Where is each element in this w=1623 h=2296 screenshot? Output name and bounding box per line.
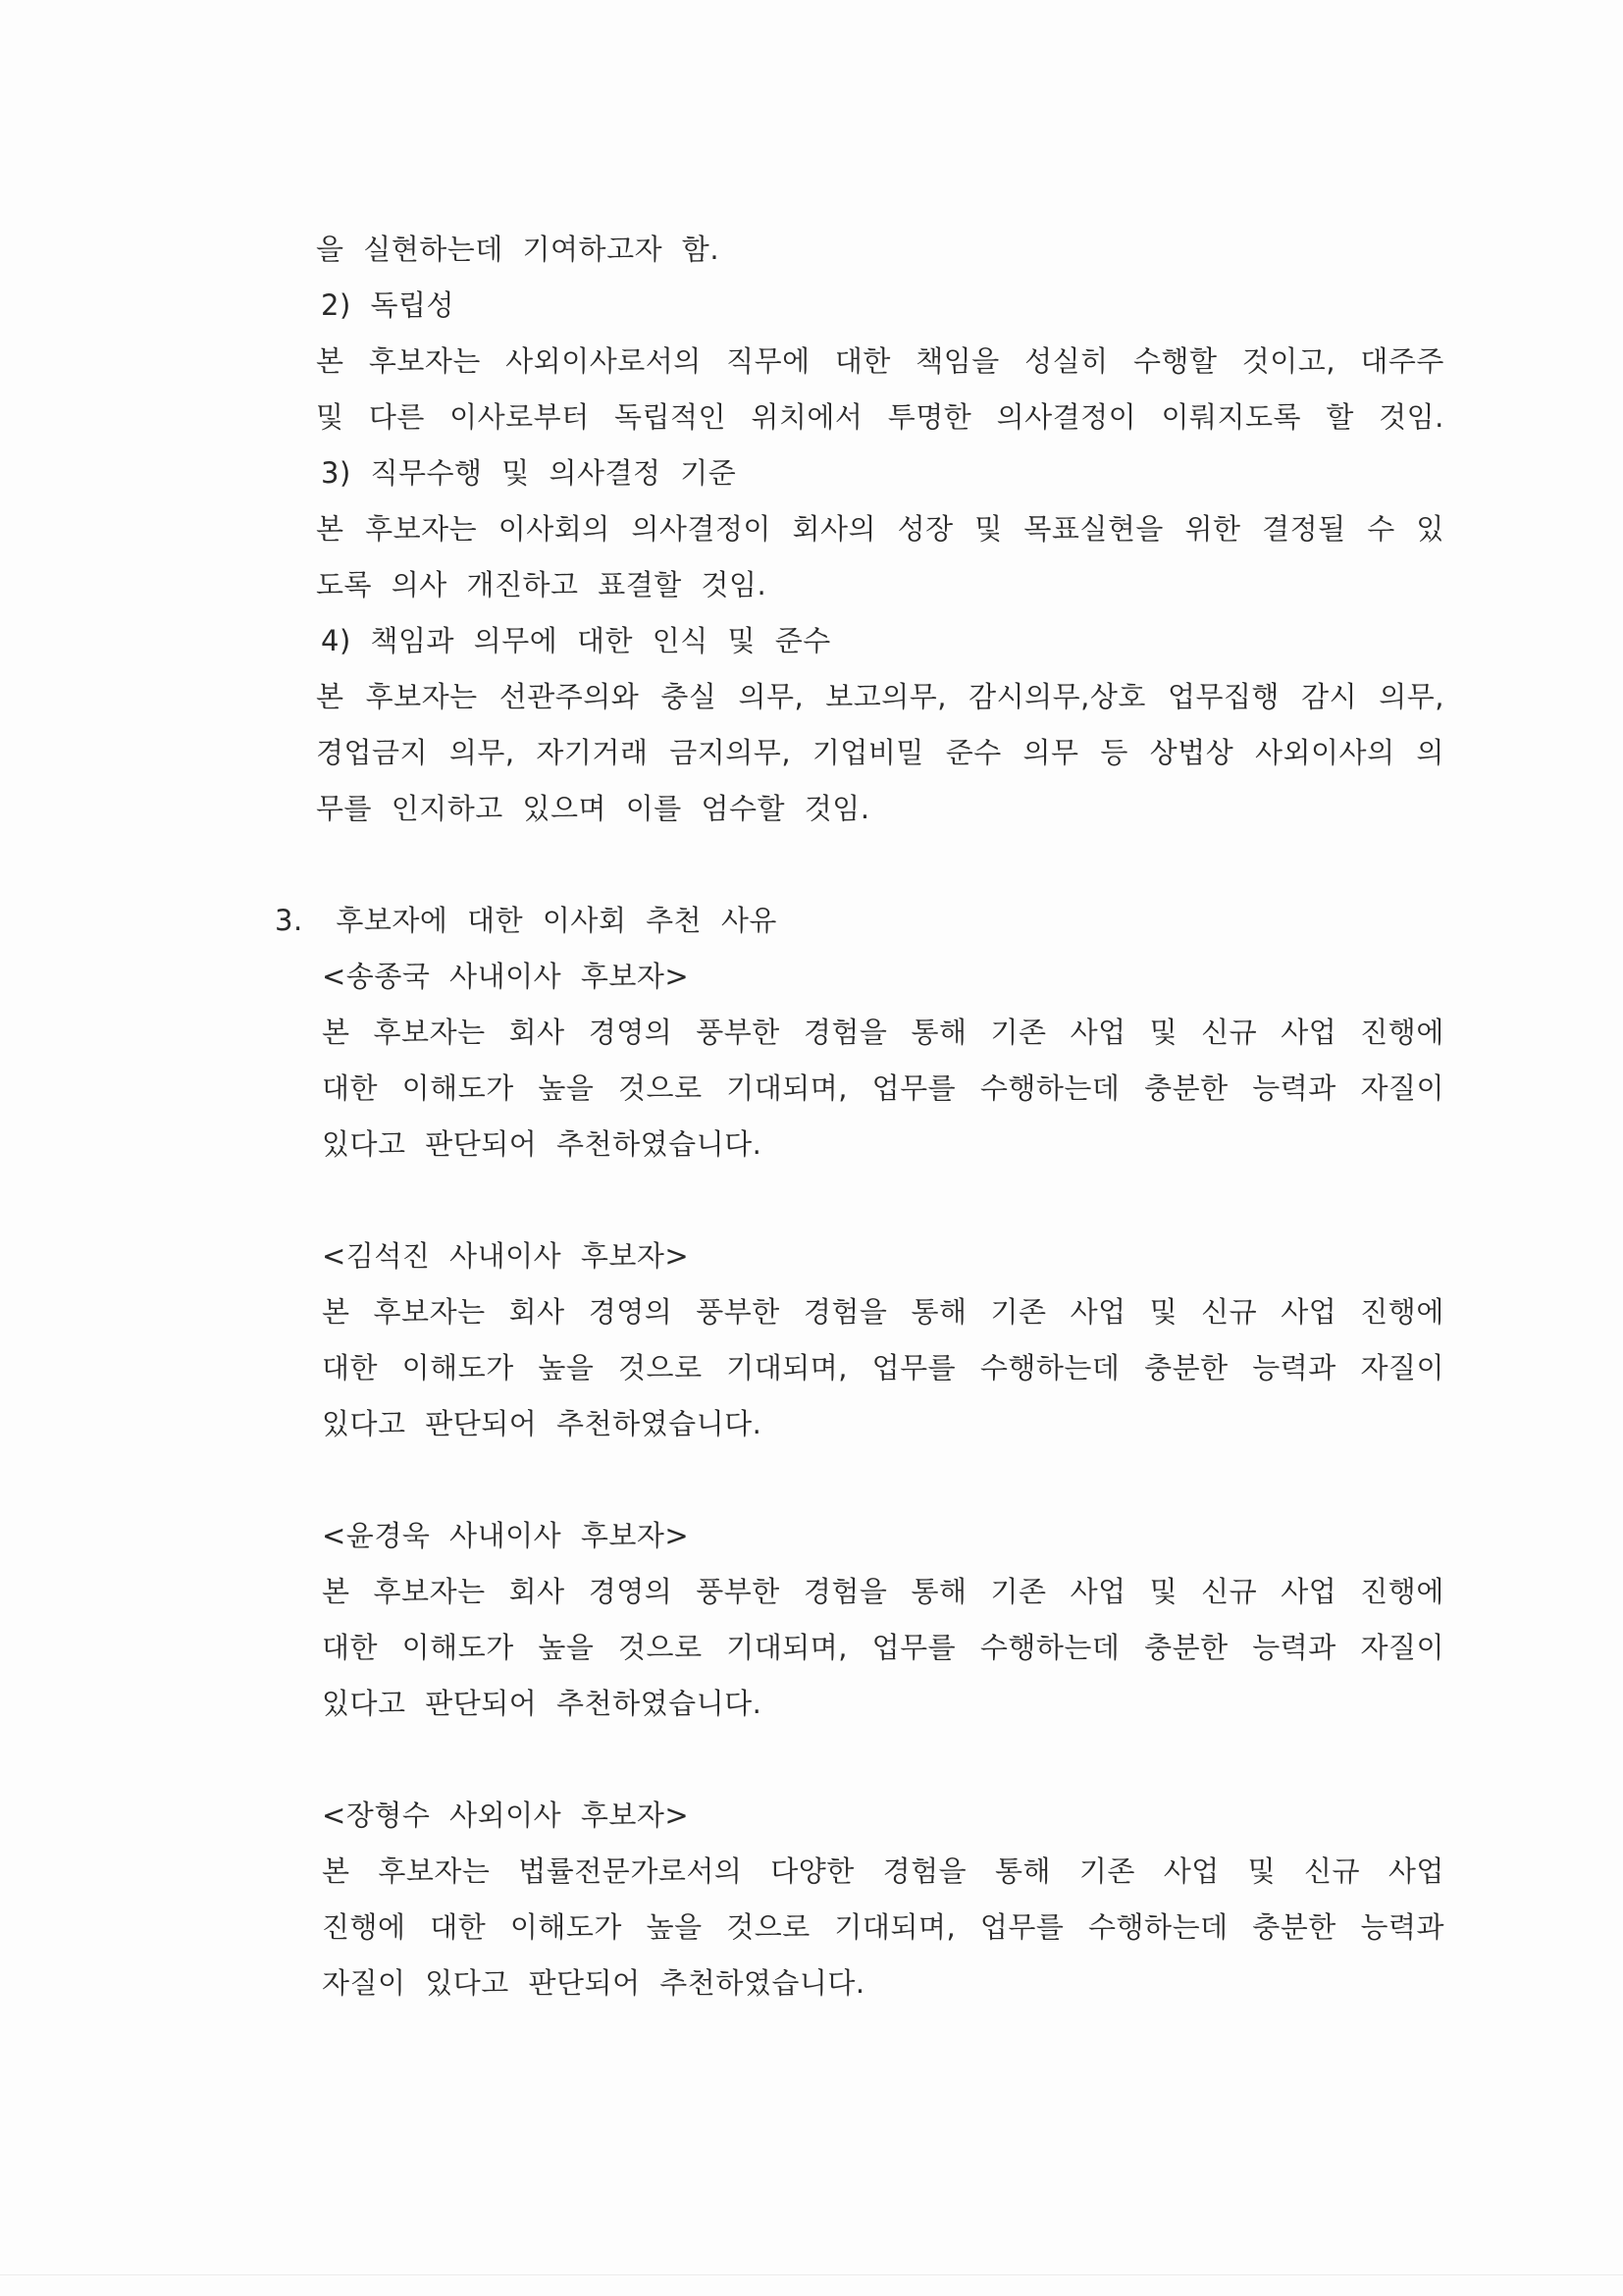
- word: 본: [322, 1016, 350, 1049]
- word: 풍부한: [696, 1295, 780, 1329]
- document-body: [275, 222, 1444, 2011]
- word: 본: [322, 1295, 350, 1329]
- word: 및: [1247, 1854, 1277, 1888]
- word: 사업: [1281, 1016, 1337, 1049]
- word: 의사결정이: [996, 400, 1137, 434]
- candidate-block-2: [316, 1228, 1444, 1452]
- word: 및: [1149, 1295, 1178, 1329]
- word: 신규: [1201, 1016, 1258, 1049]
- independence-line-2: [316, 390, 1444, 445]
- word: 업무집행: [1167, 680, 1281, 713]
- word: 성장: [897, 512, 954, 546]
- word: 성실히: [1024, 344, 1109, 378]
- word: 대한: [322, 1071, 379, 1105]
- word: 경험을: [803, 1575, 888, 1608]
- word: 높을: [646, 1910, 703, 1944]
- word: 충분한: [1144, 1071, 1229, 1105]
- word: 진행에: [1360, 1016, 1444, 1049]
- word: 것으로: [618, 1071, 703, 1105]
- responsibility-line-2: [316, 725, 1444, 781]
- word: 기존: [990, 1575, 1047, 1608]
- word: 진행에: [1360, 1575, 1444, 1608]
- word: 다른: [368, 400, 425, 434]
- word: 의: [1416, 736, 1444, 769]
- word: 것으로: [618, 1631, 703, 1664]
- independence-line-1: [316, 334, 1444, 390]
- word: 투명한: [887, 400, 972, 434]
- word: 의무,: [738, 680, 805, 713]
- word: 통해: [911, 1295, 968, 1329]
- word: 충분한: [1144, 1631, 1229, 1664]
- candidate-reason-line: [316, 1340, 1444, 1396]
- word: 통해: [911, 1575, 968, 1608]
- word: 위치에서: [751, 400, 864, 434]
- duty-standard-line-2: 도록 의사 개진하고 표결할 것임.: [316, 568, 767, 601]
- word: 높을: [538, 1631, 595, 1664]
- word: 이사로부터: [449, 400, 590, 434]
- word: 경험을: [803, 1016, 888, 1049]
- word: 자질이: [1360, 1631, 1444, 1664]
- word: 업무를: [871, 1071, 957, 1105]
- word: 자질이: [1360, 1351, 1444, 1384]
- word: 대한: [834, 344, 891, 378]
- word: 신규: [1304, 1854, 1361, 1888]
- word: 후보자는: [378, 1854, 491, 1888]
- candidate-reason-line: [316, 1284, 1444, 1340]
- word: 수행할: [1132, 344, 1218, 378]
- word: 이해도가: [401, 1071, 514, 1105]
- word: 것으로: [726, 1910, 811, 1944]
- word: 이사회의: [497, 512, 610, 546]
- candidate-reason-line: [316, 1005, 1444, 1061]
- word: 회사: [508, 1295, 565, 1329]
- word: 이해도가: [509, 1910, 622, 1944]
- word: 사업: [1281, 1295, 1337, 1329]
- word: 기업비밀: [812, 736, 924, 769]
- word: 금지의무,: [669, 736, 792, 769]
- word: 본: [322, 1854, 350, 1888]
- word: 기대되며,: [726, 1631, 849, 1664]
- word: 대한: [322, 1351, 379, 1384]
- word: 사업: [1070, 1575, 1126, 1608]
- word: 수행하는데: [979, 1631, 1121, 1664]
- word: 선관주의와: [498, 680, 640, 713]
- word: 능력과: [1252, 1071, 1336, 1105]
- intro-line: 을 실현하는데 기여하고자 함.: [316, 233, 720, 266]
- word: 업무를: [871, 1351, 957, 1384]
- word: 및: [974, 512, 1003, 546]
- section3-title: 후보자에 대한 이사회 추천 사유: [336, 904, 777, 937]
- word: 대주주: [1360, 344, 1444, 378]
- responsibility-line-1: [316, 669, 1444, 725]
- word: 회사의: [792, 512, 877, 546]
- word: 의무,: [1379, 680, 1444, 713]
- word: 이해도가: [401, 1631, 514, 1664]
- word: 기존: [990, 1295, 1047, 1329]
- candidate-reason-line: [316, 1900, 1444, 1956]
- candidate-reason-line: [316, 1564, 1444, 1620]
- candidate-reason-line: 있다고 판단되어 추천하였습니다.: [322, 1407, 762, 1440]
- word: 다양한: [770, 1854, 855, 1888]
- candidate-block-3: [316, 1508, 1444, 1732]
- word: 기대되며,: [726, 1351, 849, 1384]
- candidate-reason-line: [316, 1620, 1444, 1676]
- word: 법률전문가로서의: [518, 1854, 743, 1888]
- word: 및: [316, 400, 344, 434]
- word: 경영의: [588, 1016, 673, 1049]
- word: 할: [1326, 400, 1354, 434]
- word: 대한: [430, 1910, 487, 1944]
- word: 경업금지: [316, 736, 429, 769]
- word: 상법상: [1149, 736, 1234, 769]
- word: 경험을: [803, 1295, 888, 1329]
- word: 신규: [1201, 1575, 1258, 1608]
- word: 사외이사로서의: [505, 344, 702, 378]
- word: 진행에: [322, 1910, 406, 1944]
- section3-heading: [275, 893, 1444, 949]
- word: 후보자는: [373, 1575, 486, 1608]
- word: 경영의: [588, 1295, 673, 1329]
- word: 및: [1149, 1016, 1178, 1049]
- word: 기존: [990, 1016, 1047, 1049]
- candidate-label: <김석진 사내이사 후보자>: [322, 1239, 690, 1273]
- word: 충분한: [1252, 1910, 1336, 1944]
- word: 보고의무,: [825, 680, 948, 713]
- word: 통해: [995, 1854, 1052, 1888]
- word: 경영의: [588, 1575, 673, 1608]
- word: 등: [1100, 736, 1128, 769]
- word: 직무에: [726, 344, 811, 378]
- word: 것이고,: [1241, 344, 1336, 378]
- word: 능력과: [1360, 1910, 1444, 1944]
- candidate-label: <윤경욱 사내이사 후보자>: [322, 1519, 690, 1552]
- word: 사업: [1163, 1854, 1220, 1888]
- word: 높을: [538, 1351, 595, 1384]
- word: 후보자는: [373, 1016, 486, 1049]
- word: 풍부한: [696, 1016, 780, 1049]
- word: 경험을: [882, 1854, 968, 1888]
- word: 풍부한: [696, 1575, 780, 1608]
- word: 의무: [1022, 736, 1079, 769]
- candidate-reason-line: 있다고 판단되어 추천하였습니다.: [322, 1127, 762, 1161]
- word: 의사결정이: [631, 512, 771, 546]
- duty-standard-heading: 3) 직무수행 및 의사결정 기준: [321, 456, 737, 490]
- word: 본: [316, 680, 344, 713]
- candidate-reason-line: 자질이 있다고 판단되어 추천하였습니다.: [322, 1966, 865, 2000]
- word: 목표실현을: [1023, 512, 1164, 546]
- word: 것으로: [618, 1351, 703, 1384]
- word: 회사: [508, 1575, 565, 1608]
- independence-heading: 2) 독립성: [321, 288, 455, 322]
- word: 수행하는데: [979, 1071, 1121, 1105]
- word: 자기거래: [536, 736, 649, 769]
- word: 충실: [660, 680, 717, 713]
- word: 회사: [508, 1016, 565, 1049]
- word: 진행에: [1360, 1295, 1444, 1329]
- word: 높을: [538, 1071, 595, 1105]
- candidate-block-1: [316, 949, 1444, 1173]
- word: 및: [1149, 1575, 1178, 1608]
- word: 본: [322, 1575, 350, 1608]
- section3-number: 3.: [275, 904, 303, 937]
- word: 위한: [1184, 512, 1241, 546]
- word: 후보자는: [365, 680, 478, 713]
- word: 업무를: [979, 1910, 1065, 1944]
- word: 준수: [945, 736, 1002, 769]
- candidate-label: <장형수 사외이사 후보자>: [322, 1799, 690, 1832]
- word: 사외이사의: [1255, 736, 1395, 769]
- word: 감시의무,상호: [969, 680, 1146, 713]
- word: 대한: [322, 1631, 379, 1664]
- word: 후보자는: [373, 1295, 486, 1329]
- word: 사업: [1070, 1016, 1126, 1049]
- word: 수행하는데: [1088, 1910, 1229, 1944]
- word: 기존: [1078, 1854, 1135, 1888]
- word: 후보자는: [365, 512, 478, 546]
- word: 수행하는데: [979, 1351, 1121, 1384]
- word: 사업: [1387, 1854, 1444, 1888]
- candidate-label: <송종국 사내이사 후보자>: [322, 960, 690, 993]
- word: 능력과: [1252, 1351, 1336, 1384]
- word: 사업: [1070, 1295, 1126, 1329]
- candidate-reason-line: [316, 1844, 1444, 1900]
- word: 독립적인: [614, 400, 727, 434]
- word: 이뤄지도록: [1161, 400, 1302, 434]
- word: 기대되며,: [834, 1910, 957, 1944]
- responsibility-line-3: 무를 인지하고 있으며 이를 엄수할 것임.: [316, 792, 870, 825]
- word: 자질이: [1360, 1071, 1444, 1105]
- word: 것임.: [1379, 400, 1444, 434]
- candidate-reason-line: [316, 1061, 1444, 1117]
- word: 사업: [1281, 1575, 1337, 1608]
- page-edge-rule: [0, 2274, 1623, 2275]
- word: 있: [1416, 512, 1444, 546]
- candidate-reason-line: 있다고 판단되어 추천하였습니다.: [322, 1687, 762, 1720]
- word: 통해: [911, 1016, 968, 1049]
- word: 책임을: [916, 344, 1000, 378]
- word: 업무를: [871, 1631, 957, 1664]
- word: 후보자는: [368, 344, 481, 378]
- responsibility-heading: 4) 책임과 의무에 대한 인식 및 준수: [321, 624, 831, 657]
- duty-standard-line-1: [316, 501, 1444, 557]
- word: 능력과: [1252, 1631, 1336, 1664]
- word: 본: [316, 344, 344, 378]
- candidate-block-4: [316, 1788, 1444, 2011]
- word: 감시: [1301, 680, 1358, 713]
- word: 기대되며,: [726, 1071, 849, 1105]
- word: 이해도가: [401, 1351, 514, 1384]
- word: 수: [1367, 512, 1395, 546]
- word: 충분한: [1144, 1351, 1229, 1384]
- word: 결정될: [1262, 512, 1346, 546]
- word: 본: [316, 512, 344, 546]
- word: 신규: [1201, 1295, 1258, 1329]
- word: 의무,: [448, 736, 515, 769]
